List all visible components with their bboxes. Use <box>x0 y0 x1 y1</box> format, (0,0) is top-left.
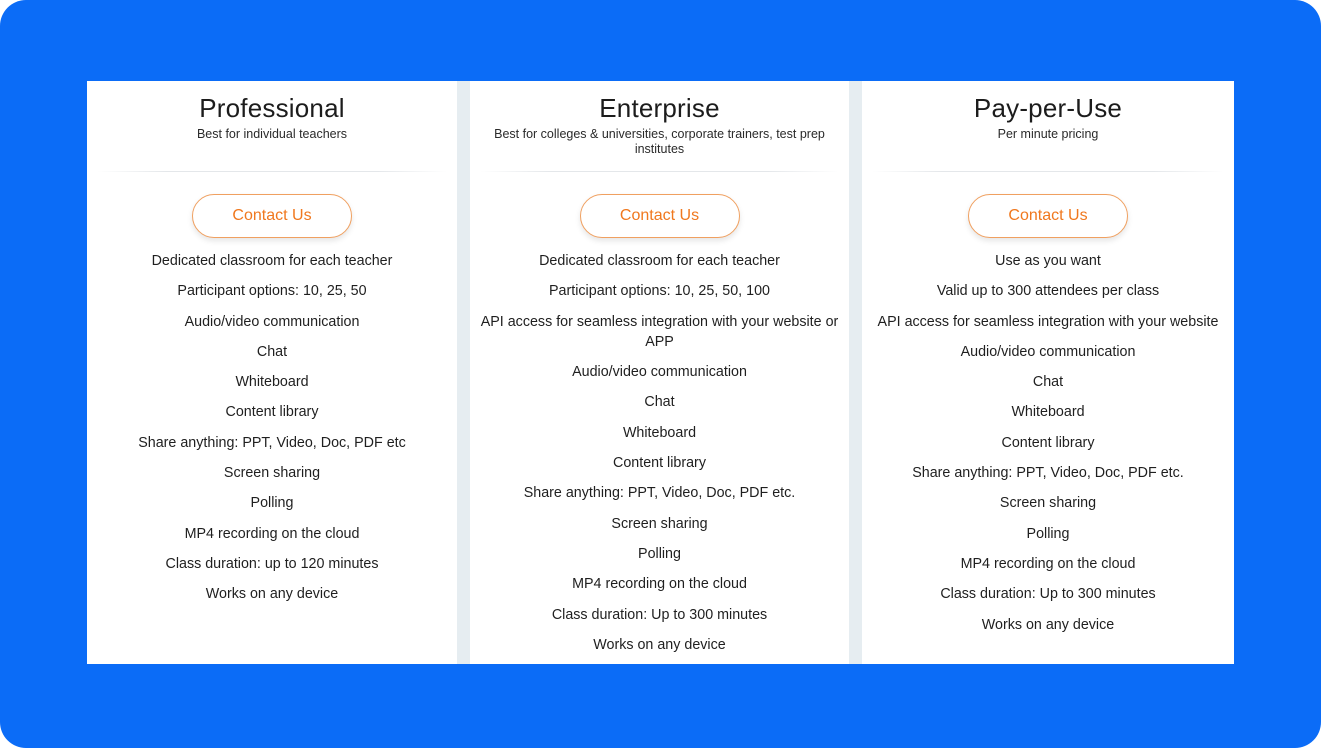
feature-item: Share anything: PPT, Video, Doc, PDF etc <box>138 434 406 451</box>
plan-header <box>470 81 849 172</box>
feature-item: Works on any device <box>981 616 1115 633</box>
plan-subtitle: Best for colleges & universities, corporate trainers, test prep institutes <box>494 127 825 156</box>
feature-item: Works on any device <box>205 586 339 603</box>
feature-item: Content library <box>1001 434 1095 451</box>
feature-item: MP4 recording on the cloud <box>184 525 360 542</box>
contact-us-button[interactable]: Contact Us <box>580 194 740 238</box>
feature-item: Polling <box>638 545 681 562</box>
plan-header <box>87 81 457 172</box>
plan-title: Professional <box>199 93 345 123</box>
feature-item: Works on any device <box>593 636 726 653</box>
feature-item: Dedicated classroom for each teacher <box>539 253 780 269</box>
feature-item: Share anything: PPT, Video, Doc, PDF etc. <box>523 485 796 502</box>
feature-list <box>470 251 849 655</box>
feature-item: Screen sharing <box>223 465 321 482</box>
feature-item: Whiteboard <box>622 424 697 441</box>
feature-item: Chat <box>644 394 675 411</box>
feature-item: Share anything: PPT, Video, Doc, PDF etc. <box>912 465 1184 482</box>
feature-item: Polling <box>250 495 294 512</box>
contact-us-button[interactable]: Contact Us <box>968 194 1128 238</box>
feature-list <box>87 251 457 605</box>
feature-item: Whiteboard <box>1011 404 1085 421</box>
plan-subtitle: Per minute pricing <box>997 127 1099 141</box>
button-wrapper <box>87 172 457 251</box>
feature-item: Screen sharing <box>999 495 1097 512</box>
plan-card-pay-per-use <box>862 81 1234 664</box>
feature-item: Audio/video communication <box>572 364 747 381</box>
feature-item: Content library <box>225 404 319 421</box>
feature-item: MP4 recording on the cloud <box>572 576 747 593</box>
plan-card-professional <box>87 81 457 664</box>
plan-header <box>862 81 1234 172</box>
contact-us-button[interactable]: Contact Us <box>192 194 352 238</box>
feature-item: Participant options: 10, 25, 50, 100 <box>549 283 770 300</box>
feature-item: Chat <box>256 343 288 360</box>
feature-item: Content library <box>613 455 706 472</box>
feature-list <box>862 251 1234 635</box>
feature-item: Polling <box>1026 525 1070 542</box>
feature-item: Dedicated classroom for each teacher <box>151 253 393 269</box>
button-wrapper <box>470 172 849 251</box>
feature-item: API access for seamless integration with your website or APP <box>480 313 839 350</box>
feature-item: Whiteboard <box>235 374 309 391</box>
feature-item: Participant options: 10, 25, 50 <box>177 283 367 300</box>
feature-item: Audio/video communication <box>960 343 1136 360</box>
plan-title: Enterprise <box>599 93 720 123</box>
plan-title: Pay-per-Use <box>973 93 1123 123</box>
plan-card-enterprise <box>470 81 849 664</box>
pricing-panel <box>87 81 1234 664</box>
feature-item: Class duration: Up to 300 minutes <box>551 606 768 623</box>
feature-item: Chat <box>1032 374 1064 391</box>
feature-item: Audio/video communication <box>184 313 360 330</box>
feature-item: Class duration: up to 120 minutes <box>165 555 379 572</box>
feature-item: API access for seamless integration with your website <box>877 313 1219 330</box>
feature-item: MP4 recording on the cloud <box>960 555 1136 572</box>
plan-subtitle: Best for individual teachers <box>196 127 348 141</box>
button-wrapper <box>862 172 1234 251</box>
feature-item: Class duration: Up to 300 minutes <box>940 586 1156 603</box>
feature-item: Valid up to 300 attendees per class <box>936 283 1160 300</box>
feature-item: Screen sharing <box>611 515 708 532</box>
feature-item: Use as you want <box>995 253 1101 269</box>
